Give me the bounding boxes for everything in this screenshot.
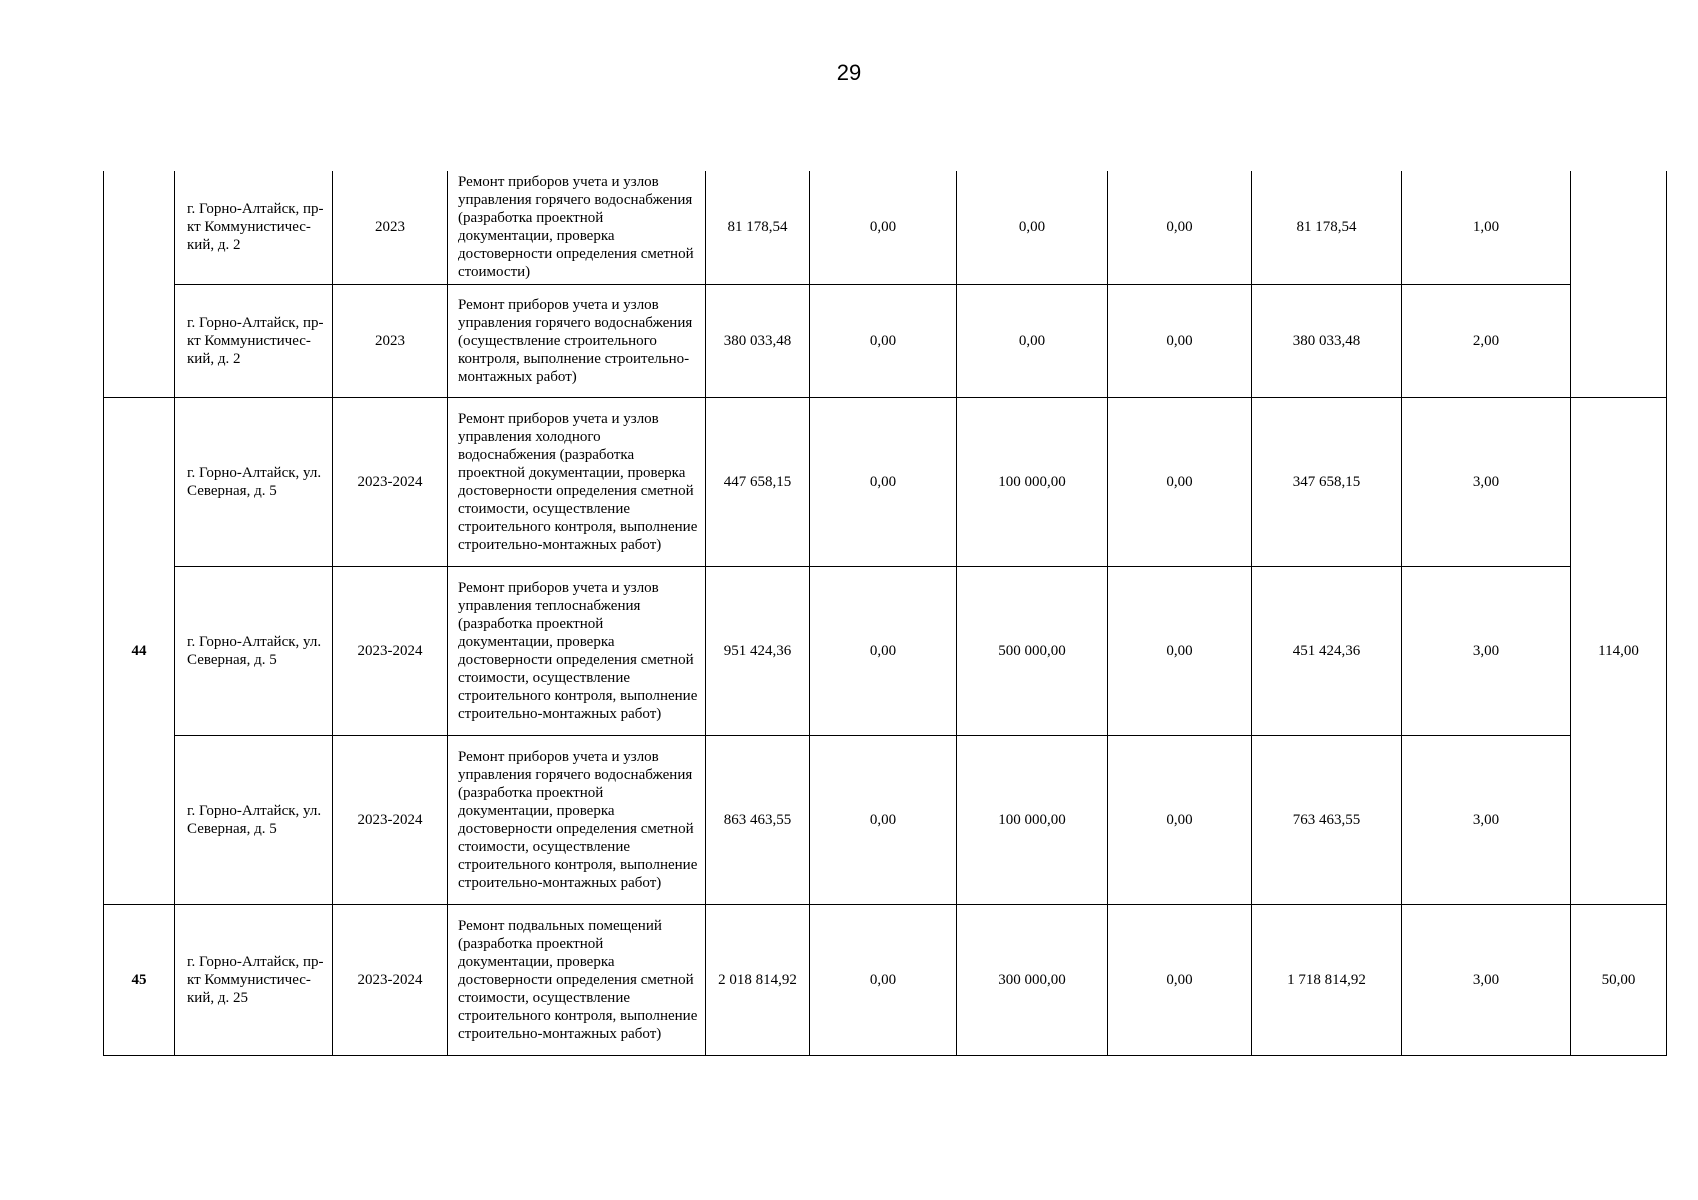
address-cell: г. Горно-Алтайск, ул. Северная, д. 5	[175, 735, 333, 904]
work-description-cell: Ремонт подвальных помещений (разработка проектной документации, проверка достоверности определения сметной стоимости, осуществление строительного контроля, выполнение строительно-монтажных работ)	[448, 904, 706, 1055]
period-cell: 2023-2024	[333, 566, 448, 735]
amount-cell: 0,00	[957, 171, 1108, 284]
capital-repair-table	[103, 171, 1667, 1056]
amount-cell: 0,00	[810, 284, 957, 397]
amount-cell: 0,00	[1108, 904, 1252, 1055]
amount-cell: 100 000,00	[957, 735, 1108, 904]
amount-cell: 0,00	[1108, 397, 1252, 566]
amount-cell: 763 463,55	[1252, 735, 1402, 904]
work-description-cell: Ремонт приборов учета и узлов управления холодного водоснабжения (разработка проектной документации, проверка достоверности определения сметной стоимости, осуществление строительного контроля, выполнение строительно-монтажных работ)	[448, 397, 706, 566]
item-number-cell: 44	[104, 397, 175, 904]
amount-cell: 300 000,00	[957, 904, 1108, 1055]
item-number-cell	[104, 171, 175, 397]
total-cost-cell: 951 424,36	[706, 566, 810, 735]
total-area-cell	[1571, 171, 1667, 397]
amount-cell: 347 658,15	[1252, 397, 1402, 566]
amount-cell: 2,00	[1402, 284, 1571, 397]
period-cell: 2023	[333, 284, 448, 397]
address-cell: г. Горно-Алтайск, пр-кт Коммунистичес-кий, д. 25	[175, 904, 333, 1055]
work-description-cell: Ремонт приборов учета и узлов управления горячего водоснабжения (разработка проектной документации, проверка достоверности определения сметной стоимости)	[448, 171, 706, 284]
total-area-cell: 114,00	[1571, 397, 1667, 904]
item-number-cell: 45	[104, 904, 175, 1055]
amount-cell: 0,00	[810, 171, 957, 284]
address-cell: г. Горно-Алтайск, ул. Северная, д. 5	[175, 566, 333, 735]
page-number: 29	[836, 60, 862, 85]
period-cell: 2023-2024	[333, 735, 448, 904]
total-cost-cell: 863 463,55	[706, 735, 810, 904]
amount-cell: 3,00	[1402, 566, 1571, 735]
amount-cell: 3,00	[1402, 397, 1571, 566]
address-cell: г. Горно-Алтайск, пр-кт Коммунистичес-кий, д. 2	[175, 171, 333, 284]
total-cost-cell: 447 658,15	[706, 397, 810, 566]
work-description-cell: Ремонт приборов учета и узлов управления горячего водоснабжения (разработка проектной документации, проверка достоверности определения сметной стоимости, осуществление строительного контроля, выполнение строительно-монтажных работ)	[448, 735, 706, 904]
total-cost-cell: 380 033,48	[706, 284, 810, 397]
amount-cell: 500 000,00	[957, 566, 1108, 735]
table-row	[104, 566, 1667, 735]
amount-cell: 0,00	[810, 904, 957, 1055]
amount-cell: 81 178,54	[1252, 171, 1402, 284]
amount-cell: 1 718 814,92	[1252, 904, 1402, 1055]
amount-cell: 0,00	[1108, 735, 1252, 904]
table-row	[104, 735, 1667, 904]
table-row	[104, 171, 1667, 284]
period-cell: 2023-2024	[333, 904, 448, 1055]
table-row	[104, 397, 1667, 566]
table-row	[104, 284, 1667, 397]
total-area-cell: 50,00	[1571, 904, 1667, 1055]
table-row	[104, 904, 1667, 1055]
address-cell: г. Горно-Алтайск, пр-кт Коммунистичес-кий, д. 2	[175, 284, 333, 397]
amount-cell: 0,00	[1108, 284, 1252, 397]
amount-cell: 0,00	[810, 566, 957, 735]
amount-cell: 0,00	[810, 735, 957, 904]
amount-cell: 451 424,36	[1252, 566, 1402, 735]
amount-cell: 100 000,00	[957, 397, 1108, 566]
amount-cell: 0,00	[1108, 566, 1252, 735]
amount-cell: 0,00	[1108, 171, 1252, 284]
period-cell: 2023	[333, 171, 448, 284]
work-description-cell: Ремонт приборов учета и узлов управления теплоснабжения (разработка проектной документации, проверка достоверности определения сметной стоимости, осуществление строительного контроля, выполнение строительно-монтажных работ)	[448, 566, 706, 735]
work-description-cell: Ремонт приборов учета и узлов управления горячего водоснабжения (осуществление строительного контроля, выполнение строительно-монтажных работ)	[448, 284, 706, 397]
amount-cell: 0,00	[810, 397, 957, 566]
address-cell: г. Горно-Алтайск, ул. Северная, д. 5	[175, 397, 333, 566]
amount-cell: 380 033,48	[1252, 284, 1402, 397]
amount-cell: 3,00	[1402, 904, 1571, 1055]
total-cost-cell: 2 018 814,92	[706, 904, 810, 1055]
amount-cell: 0,00	[957, 284, 1108, 397]
period-cell: 2023-2024	[333, 397, 448, 566]
amount-cell: 3,00	[1402, 735, 1571, 904]
amount-cell: 1,00	[1402, 171, 1571, 284]
total-cost-cell: 81 178,54	[706, 171, 810, 284]
